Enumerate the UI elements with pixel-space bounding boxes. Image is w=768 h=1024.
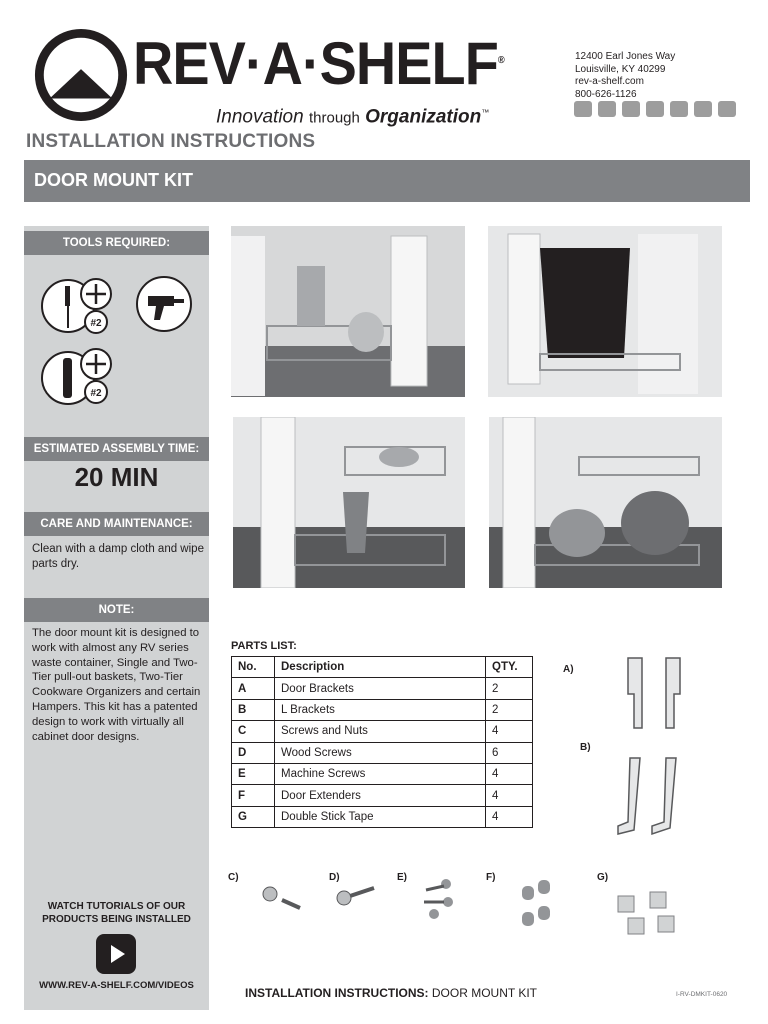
phillips-screwdriver-icon bbox=[40, 276, 112, 334]
part-label-g: G) bbox=[597, 872, 609, 883]
part-no: B bbox=[232, 699, 275, 720]
photo-waste-container bbox=[488, 226, 722, 397]
table-row bbox=[232, 721, 533, 742]
part-no: C bbox=[232, 721, 275, 742]
footer-title bbox=[245, 986, 537, 1000]
screws-and-nuts-drawing bbox=[258, 882, 306, 916]
care-heading: CARE AND MAINTENANCE: bbox=[24, 512, 209, 536]
parts-list-title: PARTS LIST: bbox=[231, 640, 297, 652]
part-qty: 4 bbox=[486, 806, 533, 827]
houzz-icon[interactable] bbox=[694, 101, 712, 117]
part-qty: 4 bbox=[486, 721, 533, 742]
part-qty: 4 bbox=[486, 785, 533, 806]
machine-screws-drawing bbox=[414, 876, 460, 922]
table-row bbox=[232, 763, 533, 784]
photo-two-tier-basket bbox=[233, 417, 465, 588]
tools-heading: TOOLS REQUIRED: bbox=[24, 231, 209, 255]
rev-a-shelf-logo bbox=[32, 26, 130, 124]
footer-label: INSTALLATION INSTRUCTIONS: bbox=[245, 986, 429, 1000]
installation-instructions-heading: INSTALLATION INSTRUCTIONS bbox=[26, 131, 316, 152]
part-label-d: D) bbox=[329, 872, 340, 883]
facebook-icon[interactable] bbox=[574, 101, 592, 117]
table-row bbox=[232, 806, 533, 827]
double-stick-tape-drawing bbox=[614, 890, 684, 940]
watch-tutorials-text: WATCH TUTORIALS OF OUR PRODUCTS BEING INSTALLED bbox=[42, 901, 191, 925]
footer-product: DOOR MOUNT KIT bbox=[431, 986, 538, 1000]
part-description: Double Stick Tape bbox=[275, 806, 486, 827]
column-header-no: No. bbox=[232, 657, 275, 678]
tagline: Innovation through Organization™ bbox=[216, 106, 490, 128]
part-no: A bbox=[232, 678, 275, 699]
photo-pullout-basket bbox=[231, 226, 465, 397]
phone: 800-626-1126 bbox=[575, 88, 637, 100]
care-text: Clean with a damp cloth and wipe parts dry. bbox=[32, 543, 204, 570]
column-header-qty: QTY. bbox=[486, 657, 533, 678]
part-description: L Brackets bbox=[275, 699, 486, 720]
address-city: Louisville, KY 40299 bbox=[575, 63, 666, 75]
phillips-bit-icon bbox=[40, 346, 112, 408]
pinterest-icon[interactable] bbox=[670, 101, 688, 117]
twitter-icon[interactable] bbox=[646, 101, 664, 117]
part-label-b: B) bbox=[580, 742, 591, 753]
wood-screws-drawing bbox=[334, 880, 378, 910]
part-qty: 6 bbox=[486, 742, 533, 763]
assembly-time-value: 20 MIN bbox=[74, 462, 159, 492]
youtube-icon[interactable] bbox=[622, 101, 640, 117]
brand-name: REV·A·SHELF® bbox=[133, 30, 504, 97]
linkedin-icon[interactable] bbox=[718, 101, 736, 117]
parts-table bbox=[231, 656, 533, 828]
table-row bbox=[232, 678, 533, 699]
part-description: Machine Screws bbox=[275, 763, 486, 784]
part-no: E bbox=[232, 763, 275, 784]
assembly-time-heading: ESTIMATED ASSEMBLY TIME: bbox=[24, 437, 209, 461]
product-title-bar bbox=[24, 160, 750, 202]
videos-link[interactable]: WWW.REV-A-SHELF.COM/VIDEOS bbox=[39, 980, 194, 991]
note-heading: NOTE: bbox=[24, 598, 209, 622]
website[interactable]: rev-a-shelf.com bbox=[575, 76, 644, 87]
tool-size-label: #2 bbox=[90, 388, 102, 399]
part-description: Wood Screws bbox=[275, 742, 486, 763]
column-header-description: Description bbox=[275, 657, 486, 678]
part-no: G bbox=[232, 806, 275, 827]
part-label-e: E) bbox=[397, 872, 407, 883]
table-row bbox=[232, 742, 533, 763]
part-no: F bbox=[232, 785, 275, 806]
drill-icon bbox=[134, 276, 194, 334]
part-description: Screws and Nuts bbox=[275, 721, 486, 742]
l-bracket-drawing bbox=[610, 752, 686, 840]
part-qty: 2 bbox=[486, 678, 533, 699]
part-description: Door Extenders bbox=[275, 785, 486, 806]
door-extenders-drawing bbox=[516, 876, 556, 936]
part-description: Door Brackets bbox=[275, 678, 486, 699]
company-address bbox=[575, 51, 675, 101]
tool-size-label: #2 bbox=[90, 318, 102, 329]
social-icons bbox=[574, 101, 736, 117]
table-row bbox=[232, 785, 533, 806]
note-text: The door mount kit is designed to work with almost any RV series waste container, Single and Two-Tier pull-out baskets, Two-Tier Cookware Organizers and certain Hampers. This kit has a patented design to work with virtually all cabinet door designs. bbox=[32, 627, 201, 743]
door-bracket-drawing bbox=[616, 654, 692, 734]
part-qty: 2 bbox=[486, 699, 533, 720]
instagram-icon[interactable] bbox=[598, 101, 616, 117]
play-video-button[interactable] bbox=[96, 934, 136, 974]
part-label-f: F) bbox=[486, 872, 496, 883]
sidebar bbox=[24, 226, 209, 1010]
table-row bbox=[232, 699, 533, 720]
part-label-c: C) bbox=[228, 872, 239, 883]
photo-cookware-organizer bbox=[489, 417, 722, 588]
document-code: I-RV-DMKIT-0620 bbox=[676, 991, 728, 998]
parts-table-header bbox=[232, 657, 533, 678]
address-street: 12400 Earl Jones Way bbox=[575, 51, 676, 62]
part-label-a: A) bbox=[563, 664, 574, 675]
part-no: D bbox=[232, 742, 275, 763]
part-qty: 4 bbox=[486, 763, 533, 784]
product-title: DOOR MOUNT KIT bbox=[34, 170, 193, 190]
